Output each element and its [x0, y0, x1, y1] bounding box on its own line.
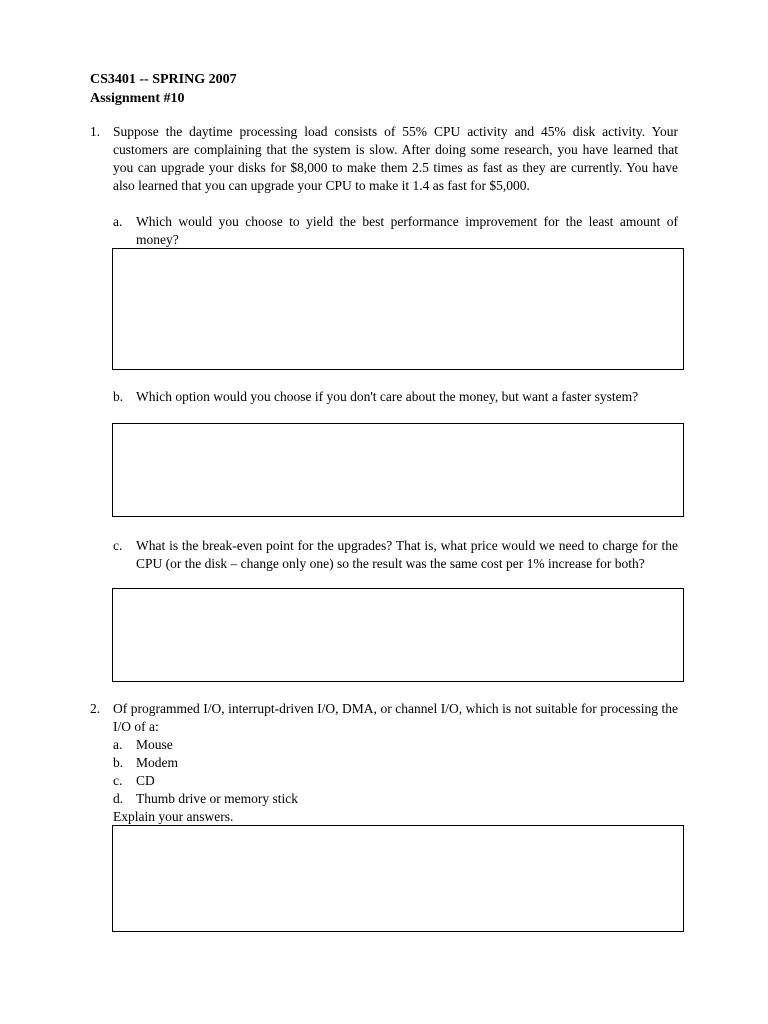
option-item: d. Thumb drive or memory stick — [113, 791, 298, 806]
question-1c — [90, 537, 678, 573]
question-1b — [90, 388, 678, 406]
question-2-options — [90, 736, 678, 826]
question-text: Suppose the daytime processing load consists of 55% CPU activity and 45% disk activity. Your customers are complaining that the system is slow. After doing some research, you have learned that you can upgrade your disks for $8,000 to make them 2.5 times as fast as they are currently. You have also learned that you can upgrade your CPU to make it 1.4 as fast for $5,000. — [113, 124, 678, 193]
part-text: Which option would you choose if you don't care about the money, but want a faster system? — [136, 389, 639, 404]
answer-box-1b[interactable] — [112, 423, 684, 517]
question-number: 1. — [90, 124, 101, 139]
question-1a — [90, 213, 678, 249]
course-title: CS3401 -- SPRING 2007 — [90, 72, 237, 87]
part-letter: c. — [113, 538, 123, 553]
assignment-title: Assignment #10 — [90, 91, 185, 106]
explain-instruction: Explain your answers. — [113, 809, 234, 824]
answer-box-1a[interactable] — [112, 248, 684, 370]
question-2 — [90, 700, 678, 736]
part-letter: a. — [113, 214, 123, 229]
option-item: a. Mouse — [113, 737, 173, 752]
option-item: c. CD — [113, 773, 155, 788]
answer-box-2[interactable] — [112, 825, 684, 932]
document-header — [90, 70, 237, 108]
question-text: Of programmed I/O, interrupt-driven I/O, DMA, or channel I/O, which is not suitable for processing the I/O of a: — [113, 701, 678, 734]
part-text: Which would you choose to yield the best performance improvement for the least amount of money? — [136, 214, 678, 247]
answer-box-1c[interactable] — [112, 588, 684, 682]
question-1 — [90, 123, 678, 195]
part-text: What is the break-even point for the upgrades? That is, what price would we need to charge for the CPU (or the disk – change only one) so the result was the same cost per 1% increase for both? — [136, 538, 678, 571]
part-letter: b. — [113, 389, 124, 404]
question-number: 2. — [90, 701, 101, 716]
option-item: b. Modem — [113, 755, 178, 770]
